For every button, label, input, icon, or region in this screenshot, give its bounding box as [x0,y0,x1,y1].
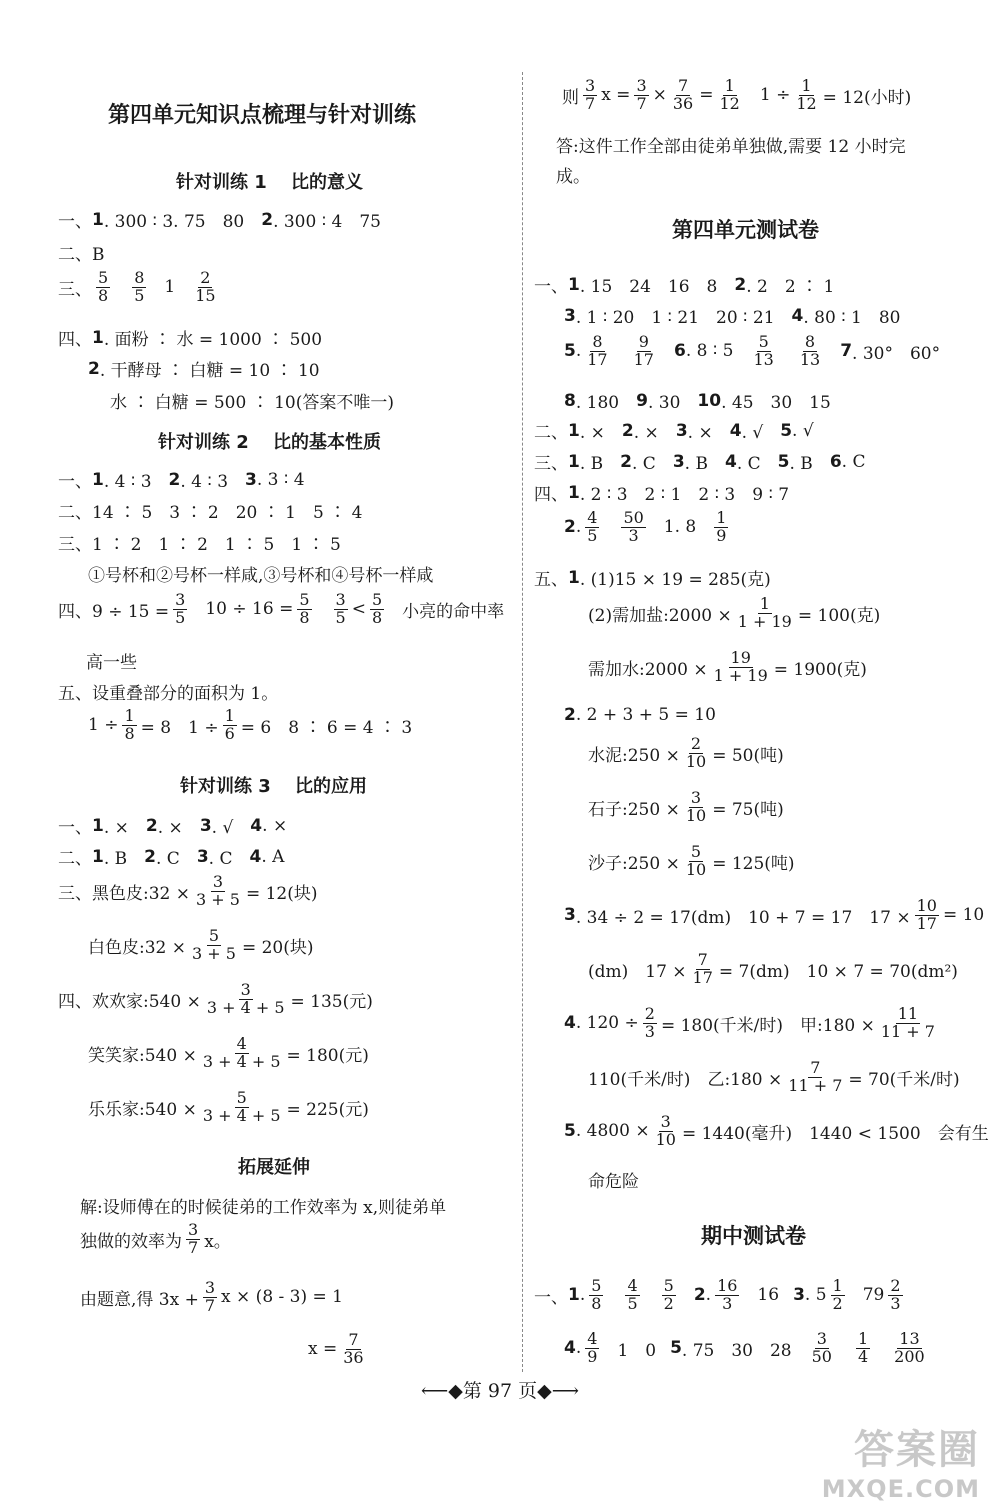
fraction: $\frac{3}{5}$ [335,590,346,627]
fraction: $\frac{3}{10}$ [685,788,707,825]
answer-line: 由题意,得 3x + $\frac{3}{7}$ x × (8 - 3) = 1 [80,1278,344,1315]
fraction: $\frac{5}{3 + 4 + 5}$ [202,1088,281,1125]
answer-line: 三、 $\frac{5}{8}$ $\frac{8}{5}$ 1 $\frac{2}{15}$ [58,268,216,305]
answer-line: 水泥:250 × $\frac{2}{10}$ = 50(吨) [588,734,784,771]
fraction: $\frac{10}{17}$ [916,896,937,933]
fraction: $\frac{8}{5}$ [134,268,145,305]
fraction: $\frac{1}{1 + 19}$ [737,594,792,631]
fraction: $\frac{50}{3}$ [623,508,644,545]
fraction: $\frac{4}{9}$ [587,1329,598,1366]
answer-line: 三、黑色皮:32 × $\frac{3}{3 + 5}$ = 12(块) [58,872,318,909]
answer-line: 5 . $\frac{8}{17}$ $\frac{9}{17}$ 6 . 8 ∶ 5 $\frac{5}{13}$ $\frac{8}{13}$ 7 . 30° 60° [564,332,941,369]
fraction: $\frac{5}{10}$ [685,842,707,879]
fraction: $\frac{3}{50}$ [811,1329,832,1366]
fraction: $\frac{1}{6}$ [224,706,235,743]
answer-line: 四、欢欢家:540 × $\frac{3}{3 + 4 + 5}$ = 135(元) [58,980,373,1017]
answer-line: 5 . 4800 × $\frac{3}{10}$ = 1440(毫升) 1440 < 1500 会有生 [564,1112,989,1149]
answer-line: 解:设师傅在的时候徒弟的工作效率为 x,则徒弟单 [80,1198,447,1218]
fraction: $\frac{8}{13}$ [799,332,821,369]
answer-line: ①号杯和②号杯一样咸,③号杯和④号杯一样咸 [88,566,434,586]
section-heading-1: 针对训练 1 比的意义 [176,172,364,193]
fraction: $\frac{3}{3 + 4 + 5}$ [206,980,285,1017]
fraction: $\frac{5}{8}$ [591,1276,602,1313]
answer-line: 水 ∶ 白糖 = 500 ∶ 10(答案不唯一) [110,393,395,413]
section-heading-2: 针对训练 2 比的基本性质 [158,432,382,453]
answer-line: 一、 1 . 15 24 16 8 2 . 2 2 ∶ 1 [534,274,835,297]
fraction: $\frac{3}{5}$ [175,590,186,627]
fraction: $\frac{5}{8}$ [299,590,310,627]
fraction: $\frac{7}{36}$ [343,1330,364,1367]
answer-line: 沙子:250 × $\frac{5}{10}$ = 125(吨) [588,842,795,879]
fraction: $\frac{5}{13}$ [753,332,774,369]
fraction: $\frac{5}{8}$ [98,268,109,305]
answer-line: 110(千米/时) 乙:180 × $\frac{7}{11 + 7}$ = 70(千米/时) [588,1058,960,1095]
watermark [822,1418,980,1503]
answer-line: 二、 1 . B 2 . C 3 . C 4 . A [58,846,285,869]
page-number: ⟵◆第 97 页◆⟶ [421,1380,579,1402]
fraction: $\frac{4}{5}$ [627,1276,638,1313]
answer-line: 3 . 34 ÷ 2 = 17(dm) 10 + 7 = 17 17 × $\frac{10}{17}$ = 10 [564,896,985,933]
fraction: $\frac{1}{12}$ [719,76,740,113]
answer-line: 二、 1 . × 2 . × 3 . × 4 . √ 5 . √ [534,420,814,443]
answer-line: 成。 [556,167,590,187]
answer-line: 4 . 120 ÷ $\frac{2}{3}$ = 180(千米/时) 甲:180 × $\frac{11}{11 + 7}$ [564,1004,935,1041]
fraction: $\frac{2}{10}$ [685,734,707,771]
answer-line: 白色皮:32 × $\frac{5}{3 + 5}$ = 20(块) [88,926,314,963]
answer-line: 四、 1 . 2 ∶ 3 2 ∶ 1 2 ∶ 3 9 ∶ 7 [534,482,790,505]
fraction: $\frac{16}{3}$ [717,1276,738,1313]
fraction: $\frac{5}{8}$ [371,590,383,627]
fraction: $\frac{4}{5}$ [587,508,598,545]
fraction: $\frac{8}{17}$ [587,332,608,369]
fraction: $\frac{2}{3}$ [644,1004,655,1041]
fraction: $\frac{4}{3 + 4 + 5}$ [202,1034,281,1071]
watermark-logo-text: 答案圈 [854,1427,980,1473]
answer-line: 命危险 [588,1172,639,1192]
fraction: $\frac{7}{17}$ [692,950,713,987]
answer-line: (dm) 17 × $\frac{7}{17}$ = 7(dm) 10 × 7 = 70(dm²) [588,950,958,987]
fraction: $\frac{3}{7}$ [636,76,647,113]
fraction: $\frac{9}{17}$ [633,332,654,369]
arrow-left-icon: ⟵◆ [421,1380,463,1402]
answer-line: 4 . $\frac{4}{9}$ 1 0 5 . 75 30 28 $\frac{3}{50}$ $\frac{1}{4}$ $\frac{13}{200}$ [564,1329,925,1366]
arrow-right-icon: ◆⟶ [537,1380,579,1402]
fraction: $\frac{1}{4}$ [857,1329,869,1366]
answer-line: 独做的效率为 $\frac{3}{7}$ x。 [80,1220,231,1257]
answer-line: 乐乐家:540 × $\frac{5}{3 + 4 + 5}$ = 225(元) [88,1088,369,1125]
answer-line: x = $\frac{7}{36}$ [308,1330,364,1367]
answer-line: 三、 1 . B 2 . C 3 . B 4 . C 5 . B 6 . C [534,451,866,474]
fraction: $\frac{2}{3}$ [890,1276,901,1313]
section-heading-4: 拓展延伸 [238,1157,310,1178]
fraction: $\frac{5}{2}$ [663,1276,674,1313]
answer-line: 8 . 180 9 . 30 10 . 45 30 15 [564,390,831,413]
answer-line: 需加水:2000 × $\frac{19}{1 + 19}$ = 1900(克) [588,648,867,685]
column-divider [522,72,523,1372]
fraction: $\frac{13}{200}$ [894,1329,925,1366]
answer-line: (2)需加盐:2000 × $\frac{1}{1 + 19}$ = 100(克) [588,594,881,631]
answer-line: 石子:250 × $\frac{3}{10}$ = 75(吨) [588,788,784,825]
answer-line: 则 $\frac{3}{7}$ x = $\frac{3}{7}$ × $\frac{7}{36}$ = $\frac{1}{12}$ 1 ÷ $\frac{1}{12}$ = 12(小时) [562,76,912,113]
fraction: $\frac{7}{11 + 7}$ [788,1058,843,1095]
answer-line: 2 . 干酵母 ∶ 白糖 = 10 ∶ 10 [88,358,320,381]
answer-line: 五、 1 . (1)15 × 19 = 285(克) [534,567,771,590]
answer-line: 三、1 ∶ 2 1 ∶ 2 1 ∶ 5 1 ∶ 5 [58,535,341,555]
section-heading-midterm: 期中测试卷 [701,1224,806,1248]
section-heading-unit-test: 第四单元测试卷 [672,218,819,242]
answer-line: 四、 1 . 面粉 ∶ 水 = 1000 ∶ 500 [58,327,323,350]
watermark-url: MXQE.COM [821,1475,980,1503]
fraction: $\frac{11}{11 + 7}$ [880,1004,935,1041]
answer-line: 2 . $\frac{4}{5}$ $\frac{50}{3}$ 1. 8 $\frac{1}{9}$ [564,508,727,545]
answer-line: 笑笑家:540 × $\frac{4}{3 + 4 + 5}$ = 180(元) [88,1034,369,1071]
fraction: $\frac{5}{3 + 5}$ [192,926,236,963]
fraction: $\frac{1}{2}$ [832,1276,843,1313]
answer-line: 2 . 2 + 3 + 5 = 10 [564,705,716,725]
answer-line: 一、 1 . $\frac{5}{8}$ $\frac{4}{5}$ $\frac{5}{2}$ 2 . $\frac{16}{3}$ 16 3 . 5 $\frac{1}{2}$ 79 $\frac{2}{3}$ [534,1276,901,1313]
fraction: $\frac{1}{8}$ [124,706,135,743]
answer-line: 四、9 ÷ 15 = $\frac{3}{5}$ 10 ÷ 16 = $\frac{5}{8}$ $\frac{3}{5}$ < $\frac{5}{8}$ 小亮的命中率 [58,590,505,627]
answer-line: 高一些 [86,653,137,673]
fraction: $\frac{1}{9}$ [716,508,727,545]
answer-line: 答:这件工作全部由徒弟单独做,需要 12 小时完 [556,137,906,157]
answer-line: 1 ÷ $\frac{1}{8}$ = 8 1 ÷ $\frac{1}{6}$ = 6 8 ∶ 6 = 4 ∶ 3 [88,706,413,743]
answer-line: 3 . 1 ∶ 20 1 ∶ 21 20 ∶ 21 4 . 80 ∶ 1 80 [564,305,901,328]
fraction: $\frac{7}{36}$ [672,76,694,113]
page-title: 第四单元知识点梳理与针对训练 [108,103,417,128]
fraction: $\frac{3}{10}$ [655,1112,676,1149]
fraction: $\frac{3}{3 + 5}$ [196,872,240,909]
answer-line: 一、 1 . × 2 . × 3 . √ 4 . × [58,815,288,838]
section-heading-3: 针对训练 3 比的应用 [180,776,368,797]
answer-line: 一、 1 . 300 ∶ 3. 75 80 2 . 300 ∶ 4 75 [58,209,381,232]
fraction: $\frac{2}{15}$ [195,268,216,305]
fraction: $\frac{3}{7}$ [188,1220,199,1257]
fraction: $\frac{3}{7}$ [585,76,596,113]
fraction: $\frac{1}{12}$ [796,76,817,113]
answer-line: 二、14 ∶ 5 3 ∶ 2 20 ∶ 1 5 ∶ 4 [58,503,363,523]
answer-line: 一、 1 . 4 ∶ 3 2 . 4 ∶ 3 3 . 3 ∶ 4 [58,469,305,492]
fraction: $\frac{3}{7}$ [204,1278,216,1315]
answer-line: 二、B [58,245,105,265]
answer-line: 五、设重叠部分的面积为 1。 [58,684,279,704]
fraction: $\frac{19}{1 + 19}$ [713,648,768,685]
